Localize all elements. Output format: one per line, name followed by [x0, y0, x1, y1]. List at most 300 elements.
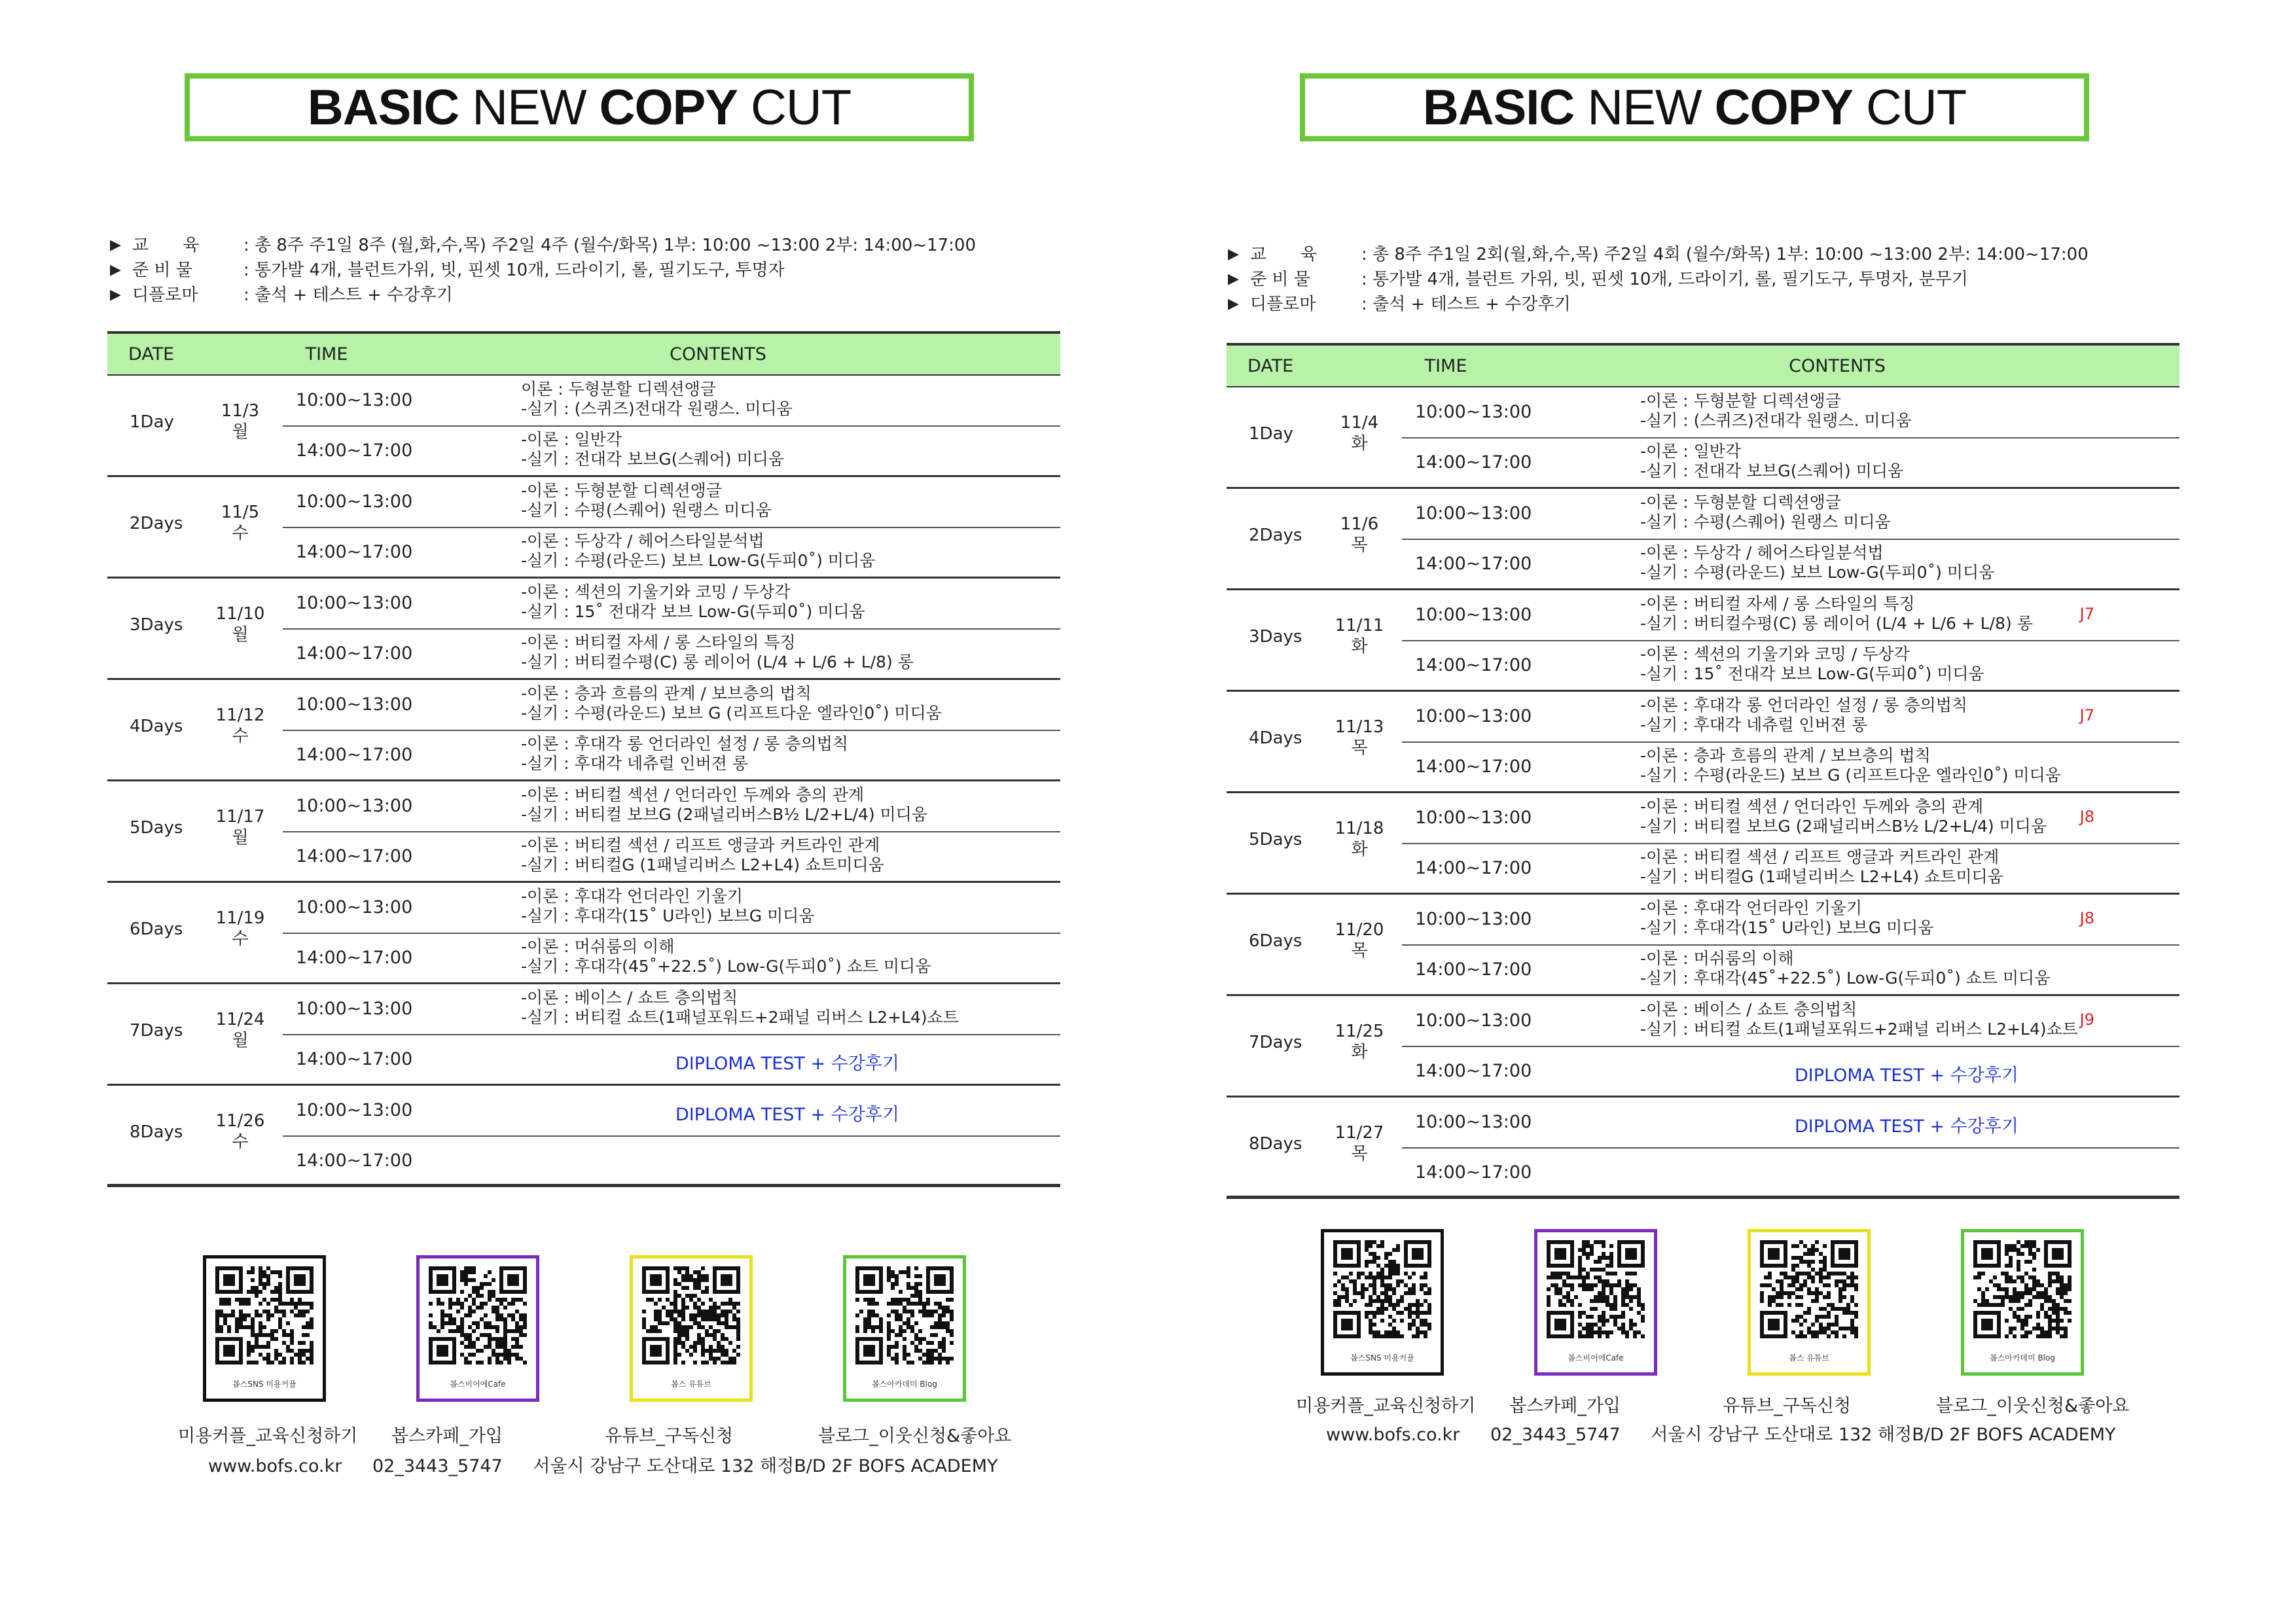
schedule-table: [1227, 343, 2179, 1199]
day-of-week: 월: [232, 1031, 249, 1050]
qr-label[interactable]: 봅스카페_가입: [1509, 1396, 1621, 1416]
qr-label[interactable]: 블로그_이웃신청&좋아요: [818, 1426, 1012, 1446]
session-time: 14:00~17:00: [1415, 959, 1532, 980]
table-header: [107, 331, 1060, 376]
practice-line: -실기 : 수평(라운드) 보브 Low-G(두피0˚) 미디움: [521, 551, 876, 570]
session-contents: [521, 734, 848, 774]
session-time: 14:00~17:00: [296, 440, 413, 461]
model-tag: J9: [2079, 1010, 2094, 1029]
day-date: [1330, 615, 1389, 657]
session-time: 10:00~13:00: [1415, 1112, 1532, 1132]
info-value: : 총 8주 주1일 2회(월,화,수,목) 주2일 4회 (월수/화목) 1부: 10:00 ~13:00 2부: 14:00~17:00: [1361, 245, 2089, 264]
session-s1: [283, 376, 1060, 427]
session-time: 10:00~13:00: [296, 1100, 413, 1120]
info-value: : 통가발 4개, 블런트 가위, 빗, 핀셋 10개, 드라이기, 롤, 필기도구, 투명자, 분무기: [1361, 270, 1968, 289]
session-time: 10:00~13:00: [1415, 808, 1532, 828]
session-s1: [283, 579, 1060, 630]
session-s2: [1402, 945, 2179, 995]
qr-label[interactable]: 유튜브_구독신청: [605, 1426, 734, 1446]
session-s2: [283, 426, 1060, 476]
session-contents: [521, 988, 959, 1027]
session-contents: [1640, 797, 2047, 836]
session-time: 10:00~13:00: [1415, 1010, 1532, 1031]
qr-caption: 봅스아카데미 Blog: [872, 1380, 937, 1389]
practice-line: -실기 : 수평(스퀘어) 원랭스 미디움: [521, 501, 772, 520]
qr-caption: 봅스비어에Cafe: [1568, 1353, 1624, 1363]
session-s2: [1402, 438, 2179, 488]
info-value: : 출석 + 테스트 + 수강후기: [243, 285, 453, 305]
qr-code-icon[interactable]: [1547, 1240, 1645, 1338]
header-time: TIME: [305, 344, 348, 365]
info-row: [110, 233, 976, 258]
day-of-week: 월: [232, 828, 249, 847]
date-value: 11/4: [1340, 413, 1379, 433]
theory-line: -이론 : 버티컬 자세 / 롱 스타일의 특징: [1640, 594, 1915, 613]
title-word-4: CUT: [1865, 79, 1967, 135]
practice-line: -실기 : 수평(라운드) 보브 Low-G(두피0˚) 미디움: [1640, 563, 1995, 582]
session-s1: [283, 781, 1060, 832]
day-of-week: 화: [1351, 434, 1368, 454]
practice-line: -실기 : (스퀴즈)전대각 원랭스. 미디움: [521, 399, 793, 418]
practice-line: -실기 : 버티컬 쇼트(1패널포워드+2패널 리버스 L2+L4)쇼트: [1640, 1020, 2078, 1039]
session-time: 14:00~17:00: [296, 1049, 413, 1069]
session-contents: [1640, 391, 1912, 431]
day-date: [1330, 818, 1389, 860]
qr-label[interactable]: 미용커플_교육신청하기: [178, 1426, 358, 1446]
session-time: 10:00~13:00: [1415, 402, 1532, 422]
info-label: 교 육: [132, 236, 200, 255]
schedule-table: [107, 331, 1060, 1187]
day-date: [211, 1009, 270, 1051]
day-of-week: 화: [1351, 840, 1368, 859]
day-of-week: 목: [1351, 941, 1368, 961]
model-tag: J7: [2079, 605, 2094, 623]
day-of-week: 수: [232, 726, 249, 746]
day-name: 3Days: [1249, 627, 1302, 647]
session-s2: [1402, 641, 2179, 690]
theory-line: -이론 : 후대각 롱 언더라인 설정 / 롱 층의법칙: [521, 734, 848, 753]
session-contents: [1640, 899, 1933, 938]
footer-website[interactable]: www.bofs.co.kr: [1326, 1425, 1460, 1445]
practice-line: -실기 : 버티컬 보브G (2패널리버스B½ L/2+L/4) 미디움: [521, 805, 928, 824]
session-s2: [283, 527, 1060, 577]
day-row: [1227, 793, 2179, 895]
session-time: 14:00~17:00: [296, 542, 413, 562]
date-value: 11/17: [215, 807, 265, 827]
session-time: 10:00~13:00: [1415, 605, 1532, 625]
session-s1: [1402, 996, 2179, 1047]
session-contents: [521, 380, 793, 419]
day-date: [211, 806, 270, 848]
title-word-1: BASIC: [307, 79, 459, 135]
theory-line: -이론 : 버티컬 섹션 / 리프트 앵글과 커트라인 관계: [1640, 847, 2000, 866]
session-contents: [1640, 493, 1891, 532]
footer: [208, 1452, 1023, 1477]
session-contents: [1640, 594, 2033, 633]
theory-line: -이론 : 머쉬룸의 이해: [1640, 949, 1794, 968]
session-s1: [283, 883, 1060, 934]
session-s1: [1402, 895, 2179, 946]
qr-codes: [203, 1255, 1056, 1402]
qr-card[interactable]: [416, 1255, 539, 1402]
day-name: 8Days: [1249, 1134, 1302, 1154]
day-date: [1330, 919, 1389, 961]
theory-line: -이론 : 베이스 / 쇼트 층의법칙: [521, 988, 738, 1007]
session-s2: [1402, 1148, 2179, 1198]
session-time: 10:00~13:00: [1415, 706, 1532, 726]
qr-card[interactable]: [1321, 1229, 1444, 1376]
qr-caption: 봅스SNS 미용커플: [1350, 1353, 1414, 1363]
info-label: 교 육: [1250, 245, 1318, 264]
day-of-week: 목: [1351, 738, 1368, 758]
theory-line: -이론 : 버티컬 섹션 / 리프트 앵글과 커트라인 관계: [521, 836, 880, 855]
qr-card[interactable]: [203, 1255, 326, 1402]
title-word-2: NEW: [472, 79, 586, 135]
theory-line: -이론 : 층과 흐름의 관계 / 보브층의 법칙: [1640, 746, 1931, 765]
title-word-1: BASIC: [1422, 79, 1575, 135]
day-row: [107, 781, 1060, 883]
session-contents: [1640, 645, 1984, 684]
session-s1: [1402, 489, 2179, 540]
session-contents: [1640, 1000, 2078, 1039]
session-contents: [1640, 949, 2050, 988]
practice-line: -실기 : (스퀴즈)전대각 원랭스. 미디움: [1640, 411, 1912, 430]
qr-caption: 봅스 유튜브: [671, 1380, 711, 1389]
date-value: 11/13: [1335, 717, 1384, 737]
day-date: [1330, 514, 1389, 556]
session-time: 14:00~17:00: [1415, 858, 1532, 878]
qr-card[interactable]: [1961, 1229, 2084, 1376]
day-date: [211, 603, 270, 645]
date-value: 11/20: [1335, 920, 1384, 940]
day-of-week: 목: [1351, 1144, 1368, 1164]
day-row: [1227, 996, 2179, 1097]
day-name: 2Days: [1249, 526, 1302, 545]
theory-line: -이론 : 베이스 / 쇼트 층의법칙: [1640, 1000, 1857, 1019]
session-contents: [1640, 696, 1967, 735]
date-value: 11/24: [215, 1010, 265, 1029]
day-name: 5Days: [130, 818, 183, 838]
footer-address: 서울시 강남구 도산대로 132 해정B/D 2F BOFS ACADEMY: [533, 1456, 998, 1476]
diploma-test: DIPLOMA TEST + 수강후기: [675, 1054, 900, 1074]
title-word-2: NEW: [1587, 79, 1702, 135]
info-row: [1228, 242, 2089, 267]
info-row: [110, 258, 976, 283]
day-date: [1330, 717, 1389, 758]
qr-label[interactable]: 유튜브_구독신청: [1723, 1396, 1852, 1416]
qr-code-icon[interactable]: [855, 1266, 954, 1364]
title-word-3: COPY: [599, 79, 738, 135]
day-row: [1227, 590, 2179, 692]
theory-line: -이론 : 층과 흐름의 관계 / 보브층의 법칙: [521, 684, 812, 703]
session-s1: [1402, 793, 2179, 844]
session-s2: [1402, 844, 2179, 893]
footer-website[interactable]: www.bofs.co.kr: [208, 1456, 342, 1476]
session-time: 14:00~17:00: [296, 643, 413, 664]
footer-address: 서울시 강남구 도산대로 132 해정B/D 2F BOFS ACADEMY: [1651, 1425, 2116, 1445]
session-contents: [521, 430, 784, 469]
qr-caption: 봅스SNS 미용커플: [232, 1380, 296, 1389]
day-of-week: 월: [232, 625, 249, 645]
session-contents: [521, 531, 875, 571]
theory-line: -이론 : 두형분할 디렉션앵글: [1640, 493, 1841, 512]
date-value: 11/19: [215, 908, 265, 928]
date-value: 11/27: [1335, 1123, 1384, 1143]
qr-card[interactable]: [1748, 1229, 1871, 1376]
date-value: 11/12: [215, 705, 265, 725]
practice-line: -실기 : 후대각(45˚+22.5˚) Low-G(두피0˚) 쇼트 미디움: [1640, 969, 2051, 988]
session-time: 14:00~17:00: [1415, 452, 1532, 473]
info-label: 디플로마: [1250, 294, 1316, 314]
session-contents: [1640, 442, 1903, 481]
qr-code-icon[interactable]: [642, 1266, 740, 1364]
theory-line: -이론 : 버티컬 자세 / 롱 스타일의 특징: [521, 633, 796, 652]
theory-line: -이론 : 버티컬 섹션 / 언더라인 두께와 층의 관계: [521, 785, 865, 804]
session-contents: [521, 785, 927, 825]
info-value: : 통가발 4개, 블런트가위, 빗, 핀셋 10개, 드라이기, 롤, 필기도구, 투명자: [243, 260, 785, 280]
practice-line: -실기 : 15˚ 전대각 보브 Low-G(두피0˚) 미디움: [521, 602, 865, 621]
qr-code-icon[interactable]: [1333, 1240, 1431, 1338]
day-date: [1330, 1122, 1389, 1164]
triangle-bullet-icon: ▶: [110, 287, 121, 303]
practice-line: -실기 : 버티컬수평(C) 롱 레이어 (L/4 + L/6 + L/8) 롱: [1640, 614, 2033, 633]
day-row: [107, 680, 1060, 781]
session-contents: [1640, 543, 1994, 582]
session-time: 14:00~17:00: [1415, 655, 1532, 675]
session-time: 14:00~17:00: [296, 745, 413, 765]
qr-label[interactable]: 미용커플_교육신청하기: [1296, 1396, 1476, 1416]
date-value: 11/5: [221, 503, 260, 522]
session-contents: [521, 582, 865, 622]
session-time: 10:00~13:00: [296, 491, 413, 512]
session-contents: [1640, 847, 2003, 887]
day-name: 4Days: [1249, 728, 1302, 748]
model-tag: J8: [2079, 909, 2094, 927]
session-time: 14:00~17:00: [296, 1150, 413, 1171]
theory-line: -이론 : 두상각 / 헤어스타일분석법: [521, 531, 764, 550]
day-row: [107, 579, 1060, 680]
qr-label[interactable]: 블로그_이웃신청&좋아요: [1936, 1396, 2130, 1416]
theory-line: -이론 : 후대각 언더라인 기울기: [521, 887, 744, 906]
diploma-test: DIPLOMA TEST + 수강후기: [675, 1105, 900, 1125]
theory-line: -이론 : 버티컬 섹션 / 언더라인 두께와 층의 관계: [1640, 797, 1984, 816]
date-value: 11/18: [1335, 819, 1384, 838]
day-name: 6Days: [130, 919, 183, 939]
practice-line: -실기 : 후대각 네츄럴 인버젼 롱: [521, 754, 748, 773]
day-row: [107, 376, 1060, 477]
day-name: 2Days: [130, 514, 183, 533]
session-time: 14:00~17:00: [1415, 1061, 1532, 1081]
triangle-bullet-icon: ▶: [110, 262, 121, 278]
day-row: [107, 477, 1060, 579]
session-s1: [283, 984, 1060, 1035]
course-info: [1228, 242, 2089, 317]
day-date: [1330, 1021, 1389, 1063]
day-name: 7Days: [130, 1021, 183, 1041]
session-contents: [521, 887, 814, 926]
session-contents: [521, 836, 884, 875]
date-value: 11/11: [1335, 616, 1384, 635]
session-contents: [521, 937, 931, 976]
theory-line: -이론 : 일반각: [1640, 442, 1742, 461]
practice-line: -실기 : 수평(라운드) 보브 G (리프트다운 엘라인0˚) 미디움: [1640, 766, 2061, 785]
qr-code-icon[interactable]: [429, 1266, 527, 1364]
session-s2: [283, 832, 1060, 882]
session-time: 10:00~13:00: [296, 897, 413, 918]
theory-line: -이론 : 섹션의 기울기와 코밍 / 두상각: [521, 582, 791, 601]
session-contents: [521, 684, 942, 723]
session-s2: [283, 730, 1060, 780]
page-right: [1148, 0, 2296, 1623]
session-time: 10:00~13:00: [296, 390, 413, 410]
model-tag: J7: [2079, 706, 2094, 724]
practice-line: -실기 : 수평(라운드) 보브 G (리프트다운 엘라인0˚) 미디움: [521, 704, 942, 722]
qr-code-icon[interactable]: [215, 1266, 314, 1364]
session-contents: [521, 481, 772, 520]
day-row: [1227, 692, 2179, 793]
course-title: [185, 73, 974, 141]
session-time: 10:00~13:00: [1415, 909, 1532, 929]
session-contents: [1640, 746, 2061, 785]
qr-card[interactable]: [843, 1255, 966, 1402]
header-time: TIME: [1424, 355, 1467, 376]
day-date: [211, 401, 270, 442]
info-row: [1228, 292, 2089, 317]
info-row: [110, 283, 976, 308]
practice-line: -실기 : 버티컬수평(C) 롱 레이어 (L/4 + L/6 + L/8) 롱: [521, 652, 914, 671]
day-of-week: 월: [232, 422, 249, 442]
practice-line: -실기 : 15˚ 전대각 보브 Low-G(두피0˚) 미디움: [1640, 664, 1984, 683]
day-of-week: 목: [1351, 535, 1368, 555]
day-row: [107, 1086, 1060, 1187]
info-row: [1228, 267, 2089, 292]
qr-card[interactable]: [1534, 1229, 1657, 1376]
day-row: [1227, 895, 2179, 996]
info-label: 준 비 물: [1250, 270, 1310, 289]
qr-caption: 봅스비어에Cafe: [450, 1380, 506, 1389]
day-date: [211, 1111, 270, 1152]
day-of-week: 화: [1351, 1043, 1368, 1062]
session-time: 14:00~17:00: [296, 846, 413, 866]
date-value: 11/3: [221, 401, 260, 421]
day-name: 3Days: [130, 615, 183, 635]
day-name: 1Day: [1249, 424, 1293, 444]
header-contents: CONTENTS: [1789, 355, 1886, 376]
theory-line: -이론 : 일반각: [521, 430, 622, 449]
theory-line: 이론 : 두형분할 디렉션앵글: [521, 380, 716, 399]
session-time: 14:00~17:00: [296, 948, 413, 968]
session-s2: [283, 1136, 1060, 1186]
session-time: 14:00~17:00: [1415, 1162, 1532, 1183]
day-row: [107, 883, 1060, 984]
day-row: [1227, 387, 2179, 489]
session-s1: [1402, 387, 2179, 438]
practice-line: -실기 : 후대각 네츄럴 인버젼 롱: [1640, 715, 1867, 734]
session-s2: [283, 1035, 1060, 1084]
session-s2: [283, 933, 1060, 983]
day-row: [107, 984, 1060, 1086]
day-rows: [1227, 387, 2179, 1199]
qr-card[interactable]: [630, 1255, 753, 1402]
day-rows: [107, 376, 1060, 1187]
practice-line: -실기 : 버티컬G (1패널리버스 L2+L4) 쇼트미디움: [521, 855, 884, 874]
session-s1: [283, 477, 1060, 528]
triangle-bullet-icon: ▶: [110, 237, 121, 253]
title-word-3: COPY: [1714, 79, 1853, 135]
header-date: DATE: [128, 344, 175, 365]
practice-line: -실기 : 후대각(15˚ U라인) 보브G 미디움: [1640, 918, 1934, 937]
info-value: : 출석 + 테스트 + 수강후기: [1361, 294, 1571, 314]
triangle-bullet-icon: ▶: [1228, 246, 1239, 262]
title-word-4: CUT: [750, 79, 852, 135]
qr-code-icon[interactable]: [1973, 1240, 2072, 1338]
header-date: DATE: [1247, 355, 1294, 376]
practice-line: -실기 : 수평(스퀘어) 원랭스 미디움: [1640, 512, 1891, 531]
session-time: 14:00~17:00: [1415, 554, 1532, 574]
session-time: 10:00~13:00: [296, 694, 413, 715]
qr-caption: 봅스 유튜브: [1789, 1353, 1829, 1363]
day-row: [1227, 489, 2179, 590]
diploma-test: DIPLOMA TEST + 수강후기: [1795, 1116, 2019, 1137]
session-time: 14:00~17:00: [1415, 757, 1532, 777]
session-s2: [1402, 539, 2179, 589]
qr-labels: [178, 1421, 1031, 1447]
day-of-week: 화: [1351, 637, 1368, 656]
theory-line: -이론 : 머쉬룸의 이해: [521, 937, 675, 956]
session-s1: [283, 1086, 1060, 1137]
day-name: 6Days: [1249, 931, 1302, 951]
qr-labels: [1296, 1391, 2149, 1417]
day-name: 1Day: [130, 412, 174, 432]
session-time: 10:00~13:00: [1415, 503, 1532, 524]
diploma-test: DIPLOMA TEST + 수강후기: [1795, 1065, 2019, 1086]
session-time: 10:00~13:00: [296, 593, 413, 613]
session-s1: [1402, 1097, 2179, 1149]
triangle-bullet-icon: ▶: [1228, 271, 1239, 287]
day-date: [211, 502, 270, 544]
day-name: 4Days: [130, 717, 183, 736]
date-value: 11/10: [215, 604, 265, 624]
practice-line: -실기 : 전대각 보브G(스퀘어) 미디움: [1640, 461, 1904, 480]
day-date: [211, 908, 270, 950]
qr-label[interactable]: 봅스카페_가입: [391, 1426, 503, 1446]
date-value: 11/6: [1340, 514, 1379, 534]
practice-line: -실기 : 전대각 보브G(스퀘어) 미디움: [521, 450, 785, 469]
triangle-bullet-icon: ▶: [1228, 296, 1239, 312]
theory-line: -이론 : 두상각 / 헤어스타일분석법: [1640, 543, 1884, 562]
session-time: 10:00~13:00: [296, 796, 413, 816]
day-of-week: 수: [232, 929, 249, 949]
day-row: [1227, 1097, 2179, 1199]
practice-line: -실기 : 후대각(45˚+22.5˚) Low-G(두피0˚) 쇼트 미디움: [521, 957, 931, 976]
theory-line: -이론 : 두형분할 디렉션앵글: [521, 481, 722, 500]
day-of-week: 수: [232, 524, 249, 543]
info-label: 디플로마: [132, 285, 198, 305]
header-contents: CONTENTS: [670, 344, 766, 365]
practice-line: -실기 : 버티컬 쇼트(1패널포워드+2패널 리버스 L2+L4)쇼트: [521, 1008, 959, 1027]
session-time: 10:00~13:00: [296, 999, 413, 1019]
qr-code-icon[interactable]: [1760, 1240, 1858, 1338]
practice-line: -실기 : 버티컬 보브G (2패널리버스B½ L/2+L/4) 미디움: [1640, 817, 2047, 836]
footer: [1326, 1420, 2141, 1446]
session-s1: [1402, 692, 2179, 743]
qr-caption: 봅스아카데미 Blog: [1990, 1353, 2055, 1363]
session-s2: [1402, 742, 2179, 792]
day-name: 7Days: [1249, 1033, 1302, 1052]
qr-codes: [1321, 1229, 2174, 1376]
session-s1: [283, 680, 1060, 731]
practice-line: -실기 : 후대각(15˚ U라인) 보브G 미디움: [521, 906, 815, 925]
